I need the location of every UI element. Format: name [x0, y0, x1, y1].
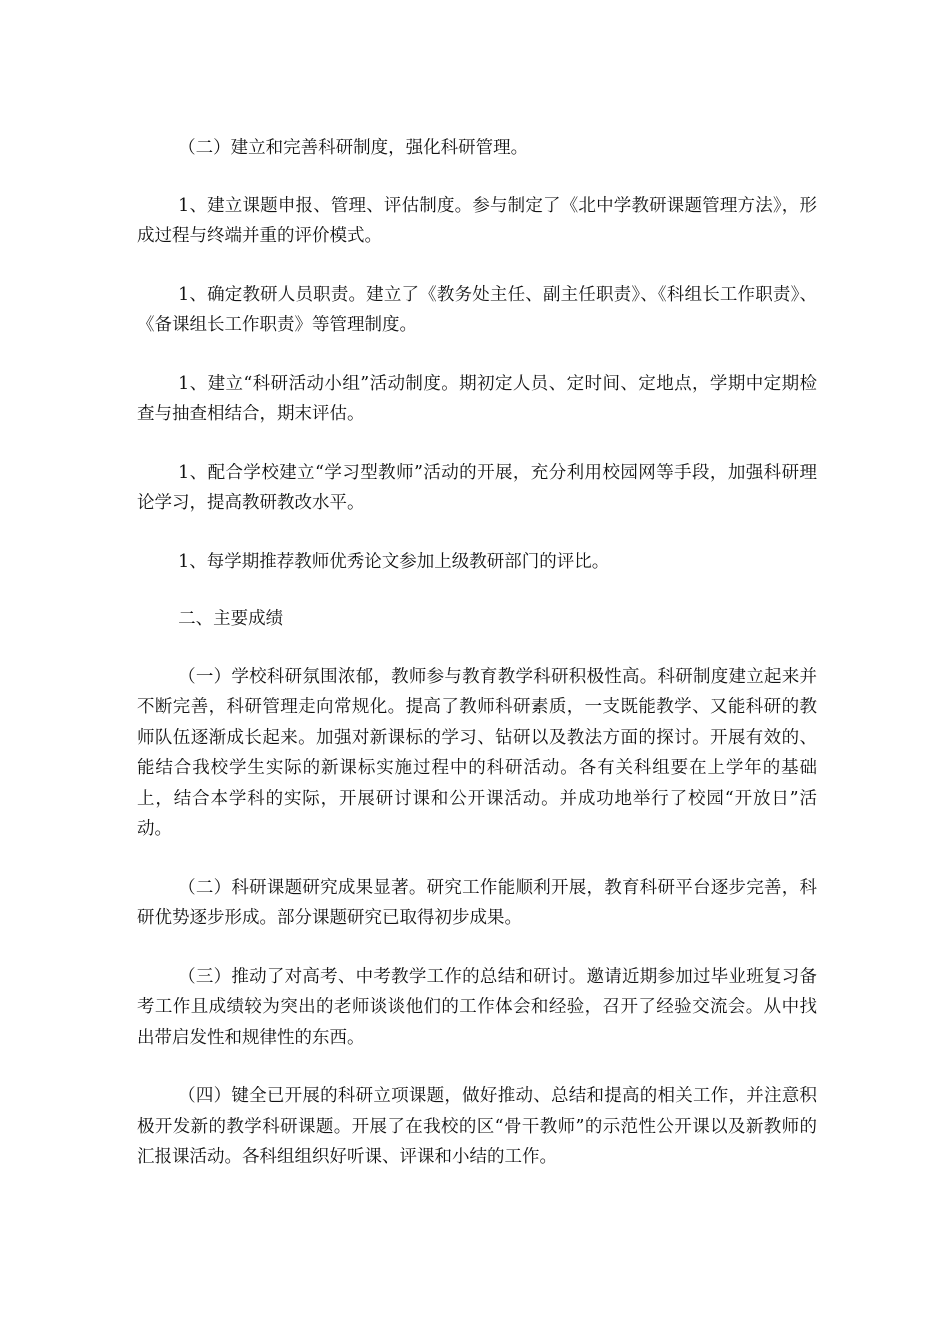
paragraph-result-atmosphere: （一）学校科研氛围浓郁，教师参与教育教学科研积极性高。科研制度建立起来并不断完善，科研管理走向常规化。提高了教师科研素质，一支既能教学、又能科研的教师队伍逐渐成长起来。加强对新课标的学习、钻研以及教法方面的探讨。开展有效的、能结合我校学生实际的新课标实施过程中的科研活动。各有关科组要在上学年的基础上，结合本学科的实际，开展研讨课和公开课活动。并成功地举行了校园“开放日”活动。	[137, 666, 817, 839]
section-heading-research-system: （二）建立和完善科研制度，强化科研管理。	[178, 138, 529, 158]
paragraph-learning-teacher: 1、配合学校建立“学习型教师”活动的开展，充分利用校园网等手段，加强科研理论学习，提高教研教改水平。	[137, 462, 817, 513]
paragraph-result-projects: （四）键全已开展的科研立项课题，做好推动、总结和提高的相关工作，并注意积极开发新的教学科研课题。开展了在我校的区“骨干教师”的示范性公开课以及新教师的汇报课活动。各科组组织好听课、评课和小结的工作。	[137, 1086, 817, 1167]
paragraph-result-exams: （三）推动了对高考、中考教学工作的总结和研讨。邀请近期参加过毕业班复习备考工作且成绩较为突出的老师谈谈他们的工作体会和经验，召开了经验交流会。从中找出带启发性和规律性的东西。	[137, 966, 817, 1048]
section-heading-main-results: 二、主要成绩	[178, 609, 284, 629]
document-body	[137, 133, 817, 1201]
paragraph-result-topics: （二）科研课题研究成果显著。研究工作能顺利开展，教育科研平台逐步完善，科研优势逐步形成。部分课题研究已取得初步成果。	[137, 877, 817, 928]
paragraph-staff-duties: 1、确定教研人员职责。建立了《教务处主任、副主任职责》、《科组长工作职责》、《备课组长工作职责》等管理制度。	[137, 284, 817, 335]
paragraph-topic-management: 1、建立课题申报、管理、评估制度。参与制定了《北中学教研课题管理方法》，形成过程与终端并重的评价模式。	[137, 195, 817, 246]
paragraph-paper-recommendation: 1、每学期推荐教师优秀论文参加上级教研部门的评比。	[178, 551, 610, 572]
paragraph-research-group: 1、建立“科研活动小组”活动制度。期初定人员、定时间、定地点，学期中定期检查与抽查相结合，期末评估。	[137, 373, 817, 424]
